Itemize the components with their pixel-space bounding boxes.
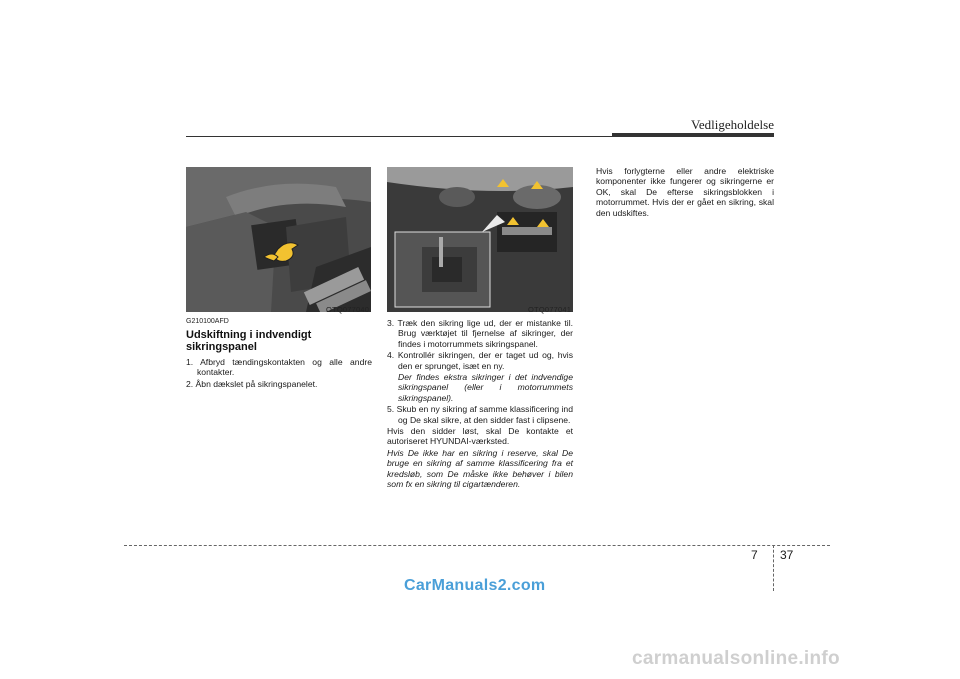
header-rule bbox=[186, 136, 612, 137]
footer-rule bbox=[124, 545, 830, 546]
contact-paragraph: Hvis den sidder løst, skal De kontakte et autoriseret HYUNDAI-værksted. bbox=[387, 426, 573, 447]
step-2: 2. Åbn dækslet på sikringspanelet. bbox=[186, 378, 318, 389]
figure-caption-middle: OTQ077041 bbox=[528, 305, 572, 314]
page-number: 37 bbox=[780, 548, 794, 562]
step-5: 5. Skub en ny sikring af samme klassificering ind og De skal sikre, at den sidder fast i clipsene. bbox=[387, 404, 573, 425]
footer-divider bbox=[773, 545, 774, 591]
step-3: 3. Træk den sikring lige ud, der er mistanke til. Brug værktøjet til fjernelse af sikringer, der findes i motorrummets sikringspanel. bbox=[387, 318, 573, 349]
fuse-panel-photo bbox=[186, 167, 371, 312]
step-4-note: Der findes ekstra sikringer i det indvendige sikringspanel (eller i motorrummets sikringspanel). bbox=[398, 372, 573, 403]
engine-fuse-paragraph: Hvis forlygterne eller andre elektriske komponenter ikke fungerer og sikringerne er OK, skal De efterse sikringsblokken i motorrummet. Hvis der er gået en sikring, skal den udskiftes. bbox=[596, 166, 774, 218]
step-4: 4. Kontrollér sikringen, der er taget ud og, hvis den er sprunget, isæt en ny. bbox=[387, 350, 573, 371]
section-heading: Udskiftning i indvendigt sikringspanel bbox=[186, 329, 312, 353]
step-1: 1. Afbryd tændingskontakten og alle andre kontakter. bbox=[186, 357, 372, 378]
chapter-number: 7 bbox=[751, 548, 758, 562]
figure-caption-left: OTQ077040 bbox=[326, 305, 370, 314]
left-text-block bbox=[186, 357, 372, 390]
section-code: G210100AFD bbox=[186, 318, 229, 325]
right-text-block bbox=[596, 166, 774, 218]
header-rule-thick bbox=[612, 133, 774, 137]
reserve-note: Hvis De ikke har en sikring i reserve, skal De bruge en sikring af samme klassificering fra et kredsløb, som De måske ikke behøver i bilen som fx en sikring til cigartænderen. bbox=[387, 447, 573, 490]
engine-fuse-box-photo bbox=[387, 167, 573, 312]
section-title: Vedligeholdelse bbox=[690, 117, 774, 132]
watermark-bottom: carmanualsonline.info bbox=[632, 648, 840, 669]
watermark-top: CarManuals2.com bbox=[404, 577, 546, 594]
middle-text-block bbox=[387, 318, 573, 490]
